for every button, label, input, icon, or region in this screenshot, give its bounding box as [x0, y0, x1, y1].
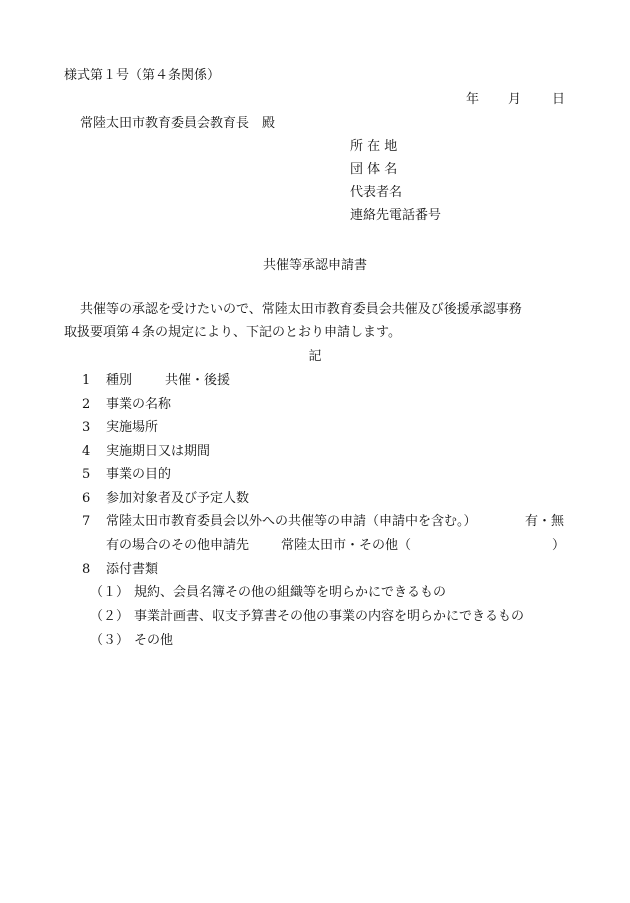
attachment-number: （１） [90, 585, 130, 600]
date-year: 年 [466, 92, 480, 107]
item-label: 実施期日又は期間 [106, 444, 211, 459]
addressee: 常陸太田市教育委員会教育長 殿 [80, 116, 276, 131]
attachment-text: 規約、会員名簿その他の組織等を明らかにできるもの [134, 585, 447, 600]
item-number: 3 [82, 420, 91, 435]
item-number: 8 [82, 562, 91, 577]
attachment-number: （３） [90, 633, 130, 648]
date-month: 月 [508, 92, 522, 107]
ki-heading: 記 [308, 349, 322, 364]
item-number: 7 [82, 514, 91, 529]
item-label: 添付書類 [106, 562, 159, 577]
applicant-phone: 連絡先電話番号 [350, 208, 442, 223]
item-sub-close: ） [552, 538, 566, 553]
document-title: 共催等承認申請書 [262, 258, 367, 273]
date-day: 日 [552, 92, 566, 107]
item-label: 参加対象者及び予定人数 [106, 491, 250, 506]
intro-line-1: 共催等の承認を受けたいので、常陸太田市教育委員会共催及び後援承認事務 [80, 302, 522, 317]
item-label: 事業の目的 [106, 467, 172, 482]
attachment-number: （２） [90, 609, 130, 624]
item-number: 4 [82, 444, 91, 459]
item-value: 共催・後援 [165, 373, 231, 388]
item-number: 6 [82, 491, 91, 506]
item-number: 1 [82, 373, 91, 388]
applicant-representative: 代表者名 [350, 185, 403, 200]
item-sub-label: 有の場合のその他申請先 [106, 538, 250, 553]
item-number: 5 [82, 467, 91, 482]
applicant-org-name: 団 体 名 [350, 162, 398, 177]
item-label: 種別 [106, 373, 133, 388]
item-number: 2 [82, 397, 91, 412]
form-number: 様式第１号（第４条関係） [64, 68, 221, 83]
item-value: 有・無 [525, 514, 565, 529]
item-label: 実施場所 [106, 420, 159, 435]
applicant-location: 所 在 地 [350, 139, 398, 154]
attachment-text: その他 [134, 633, 174, 648]
intro-line-2: 取扱要項第４条の規定により、下記のとおり申請します。 [64, 325, 401, 340]
item-label: 事業の名称 [106, 397, 172, 412]
attachment-text: 事業計画書、収支予算書その他の事業の内容を明らかにできるもの [134, 609, 525, 624]
item-label: 常陸太田市教育委員会以外への共催等の申請（申請中を含む。） [106, 514, 477, 529]
item-sub-value: 常陸太田市・その他（ [281, 538, 412, 553]
